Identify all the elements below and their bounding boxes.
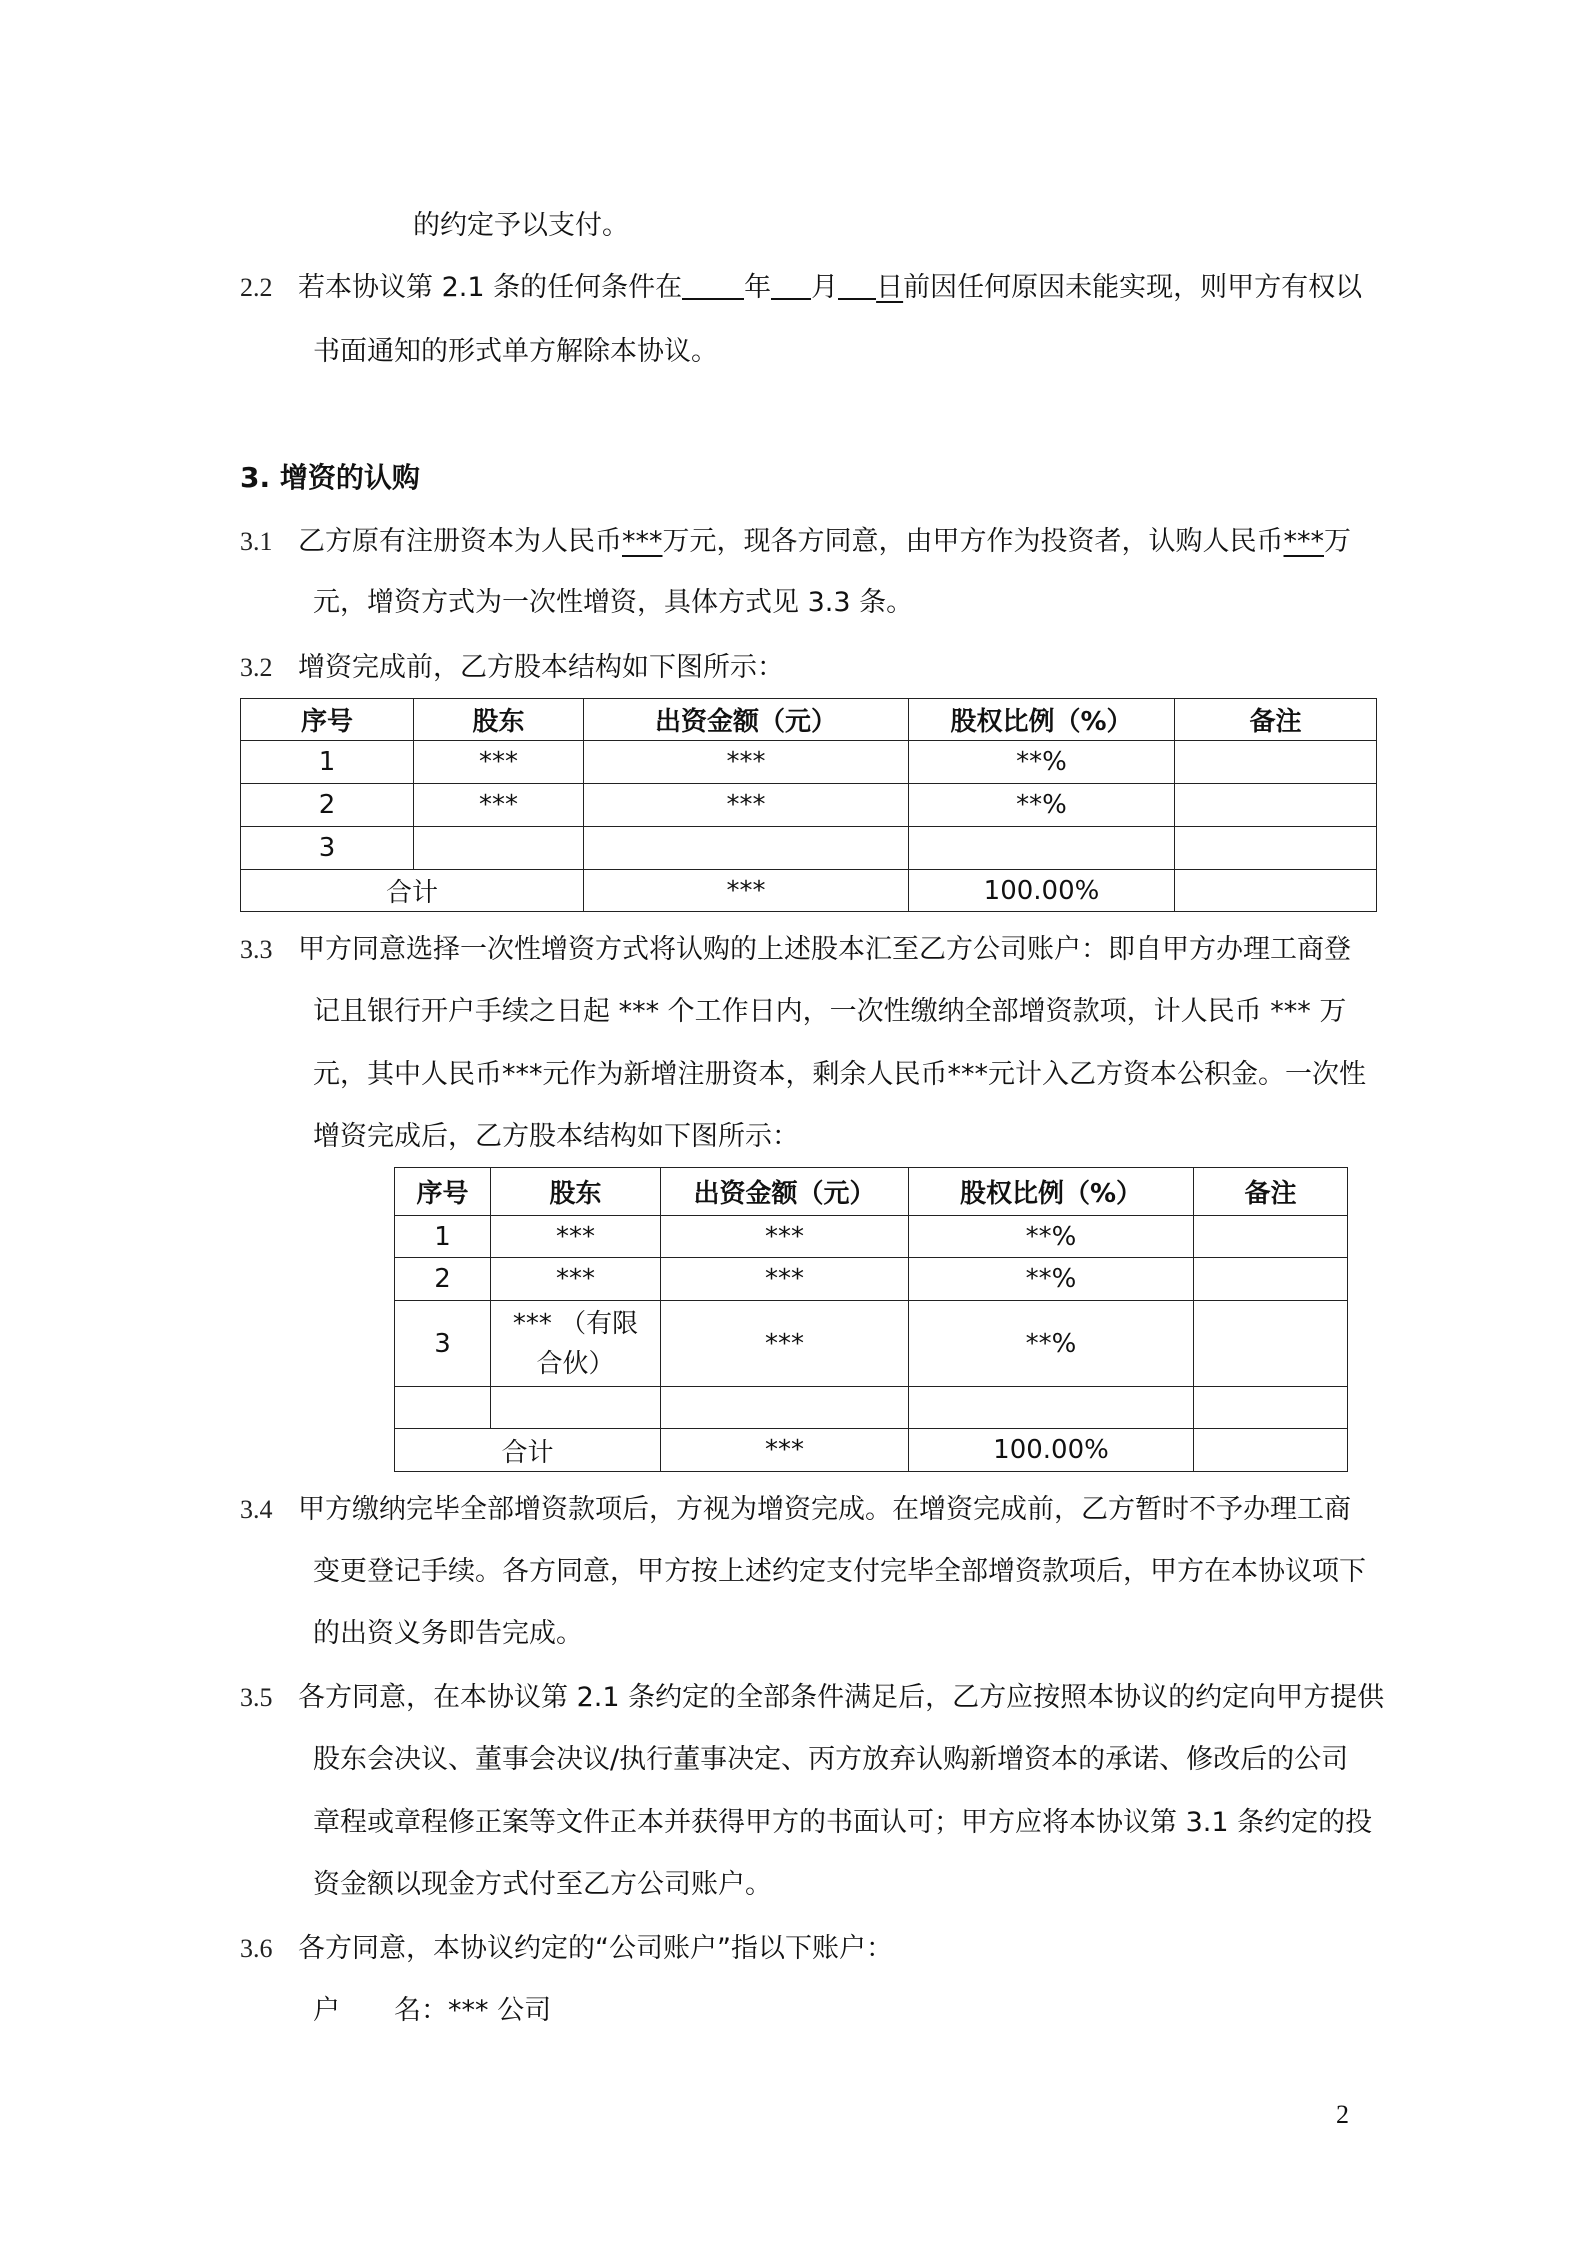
- table-cell: ***: [584, 784, 909, 827]
- clause-3-1-number: 3.1: [240, 527, 273, 556]
- table-cell: **%: [909, 1216, 1194, 1258]
- page-number: 2: [1336, 2100, 1349, 2129]
- clause-3-2-text: 增资完成前，乙方股本结构如下图所示：: [298, 652, 784, 683]
- clause-3-6-text: 各方同意，本协议约定的“公司账户”指以下账户：: [298, 1933, 893, 1964]
- table1-header-amount: 出资金额（元）: [584, 699, 909, 741]
- year-blank: [682, 268, 744, 300]
- table-cell: **%: [909, 784, 1175, 827]
- table-cell: [1194, 1216, 1348, 1258]
- clause-3-3-line2: 记且银行开户手续之日起 *** 个工作日内，一次性缴纳全部增资款项，计人民币 *** 万: [313, 996, 1347, 1027]
- table-cell: 3: [395, 1301, 491, 1387]
- table-cell: ***: [661, 1216, 909, 1258]
- year-label: 年: [744, 272, 772, 303]
- clause-3-5-number: 3.5: [240, 1683, 273, 1712]
- table-cell: [1175, 741, 1377, 784]
- table-row: [395, 1301, 1348, 1387]
- table-cell: [414, 827, 584, 870]
- table-total-label: 合计: [395, 1429, 661, 1472]
- table-row: [241, 741, 1377, 784]
- table2-header-ratio: 股权比例（%）: [909, 1168, 1194, 1216]
- table-cell: [1175, 827, 1377, 870]
- table1-header-shareholder: 股东: [414, 699, 584, 741]
- clause-3-4-line2: 变更登记手续。各方同意，甲方按上述约定支付完毕全部增资款项后，甲方在本协议项下: [313, 1556, 1366, 1587]
- clause-3-4-line1: 甲方缴纳完毕全部增资款项后，方视为增资完成。在增资完成前，乙方暂时不予办理工商: [298, 1494, 1351, 1525]
- table-cell: [909, 1387, 1194, 1429]
- clause-3-1-value-1: ***: [622, 526, 663, 557]
- table2-header-remark: 备注: [1194, 1168, 1348, 1216]
- clause-3-3-line1: 甲方同意选择一次性增资方式将认购的上述股本汇至乙方公司账户：即自甲方办理工商登: [298, 934, 1351, 965]
- table2-header-shareholder: 股东: [491, 1168, 661, 1216]
- table-row: [395, 1387, 1348, 1429]
- table-total-remark: [1175, 870, 1377, 912]
- clause-3-3-line3: 元，其中人民币***元作为新增注册资本，剩余人民币***元计入乙方资本公积金。一次性: [313, 1059, 1366, 1090]
- table-cell: 1: [241, 741, 414, 784]
- table-total-ratio: 100.00%: [909, 1429, 1194, 1472]
- table-cell: [584, 827, 909, 870]
- table-cell: 2: [395, 1258, 491, 1301]
- account-name-line: [313, 1991, 551, 2031]
- intro-line: 的约定予以支付。: [413, 210, 629, 241]
- table-cell: [661, 1387, 909, 1429]
- clause-3-1-text-a: 乙方原有注册资本为人民币: [298, 526, 622, 557]
- table-cell: 1: [395, 1216, 491, 1258]
- shareholding-table-before: [240, 698, 1377, 912]
- table-total-row: [241, 870, 1377, 912]
- clause-3-1-line2: 元，增资方式为一次性增资，具体方式见 3.3 条。: [313, 587, 914, 618]
- table-cell: [909, 827, 1175, 870]
- table-cell: ***: [491, 1216, 661, 1258]
- clause-3-5-line2: 股东会决议、董事会决议/执行董事决定、丙方放弃认购新增资本的承诺、修改后的公司: [313, 1744, 1349, 1775]
- table-cell: [1194, 1258, 1348, 1301]
- day-label: 日: [876, 272, 904, 303]
- clause-3-5-line3: 章程或章程修正案等文件正本并获得甲方的书面认可；甲方应将本协议第 3.1 条约定的投: [313, 1807, 1373, 1838]
- table-cell: *** （有限合伙）: [491, 1301, 661, 1387]
- clause-3-4-line3: 的出资义务即告完成。: [313, 1618, 583, 1649]
- day-blank: [838, 268, 876, 300]
- table-cell: ***: [584, 741, 909, 784]
- table-cell: [395, 1387, 491, 1429]
- shareholding-table-after: [394, 1167, 1348, 1472]
- table-total-row: [395, 1429, 1348, 1472]
- clause-3-5-line1: 各方同意，在本协议第 2.1 条约定的全部条件满足后，乙方应按照本协议的约定向甲方提供: [298, 1682, 1385, 1713]
- clause-2-2-text-a: 若本协议第 2.1 条的任何条件在: [298, 272, 683, 303]
- clause-3-5-line4: 资金额以现金方式付至乙方公司账户。: [313, 1869, 772, 1900]
- table-cell: **%: [909, 741, 1175, 784]
- clause-3-2-number: 3.2: [240, 653, 273, 682]
- table-cell: ***: [661, 1301, 909, 1387]
- table-total-remark: [1194, 1429, 1348, 1472]
- table-cell: **%: [909, 1301, 1194, 1387]
- clause-2-2-line1: [298, 268, 1362, 308]
- table-cell: 3: [241, 827, 414, 870]
- table-cell: ***: [414, 741, 584, 784]
- section-3-heading: 3. 增资的认购: [240, 461, 420, 494]
- table2-header-seq: 序号: [395, 1168, 491, 1216]
- table-cell: ***: [414, 784, 584, 827]
- table-cell: **%: [909, 1258, 1194, 1301]
- table-total-amount: ***: [661, 1429, 909, 1472]
- table-total-ratio: 100.00%: [909, 870, 1175, 912]
- clause-2-2-text-b: 前因任何原因未能实现，则甲方有权以: [903, 272, 1363, 303]
- table-total-label: 合计: [241, 870, 584, 912]
- clause-2-2-line2: 书面通知的形式单方解除本协议。: [313, 336, 718, 367]
- table-row: [395, 1216, 1348, 1258]
- month-blank: [771, 268, 811, 300]
- table-row: [395, 1258, 1348, 1301]
- table-cell: [1194, 1387, 1348, 1429]
- table-cell: 2: [241, 784, 414, 827]
- clause-3-1-text-b: 万元，现各方同意，由甲方作为投资者，认购人民币: [662, 526, 1284, 557]
- month-label: 月: [811, 272, 839, 303]
- account-name-label: 户 名：: [313, 1995, 448, 2026]
- clause-3-4-number: 3.4: [240, 1495, 273, 1524]
- table-row: [241, 827, 1377, 870]
- account-name-value: *** 公司: [448, 1995, 552, 2026]
- table2-header-amount: 出资金额（元）: [661, 1168, 909, 1216]
- clause-3-1-line1: [298, 522, 1351, 562]
- table1-header-seq: 序号: [241, 699, 414, 741]
- table1-header-ratio: 股权比例（%）: [909, 699, 1175, 741]
- table1-header-remark: 备注: [1175, 699, 1377, 741]
- clause-2-2-number: 2.2: [240, 273, 273, 302]
- table-total-amount: ***: [584, 870, 909, 912]
- clause-3-1-text-c: 万: [1324, 526, 1351, 557]
- table-row: [241, 784, 1377, 827]
- table-cell: [491, 1387, 661, 1429]
- clause-3-6-number: 3.6: [240, 1934, 273, 1963]
- table-cell: [1175, 784, 1377, 827]
- table-cell: ***: [661, 1258, 909, 1301]
- clause-3-3-line4: 增资完成后，乙方股本结构如下图所示：: [313, 1121, 799, 1152]
- clause-3-1-value-2: ***: [1283, 526, 1324, 557]
- table-cell: [1194, 1301, 1348, 1387]
- table-cell: ***: [491, 1258, 661, 1301]
- clause-3-3-number: 3.3: [240, 935, 273, 964]
